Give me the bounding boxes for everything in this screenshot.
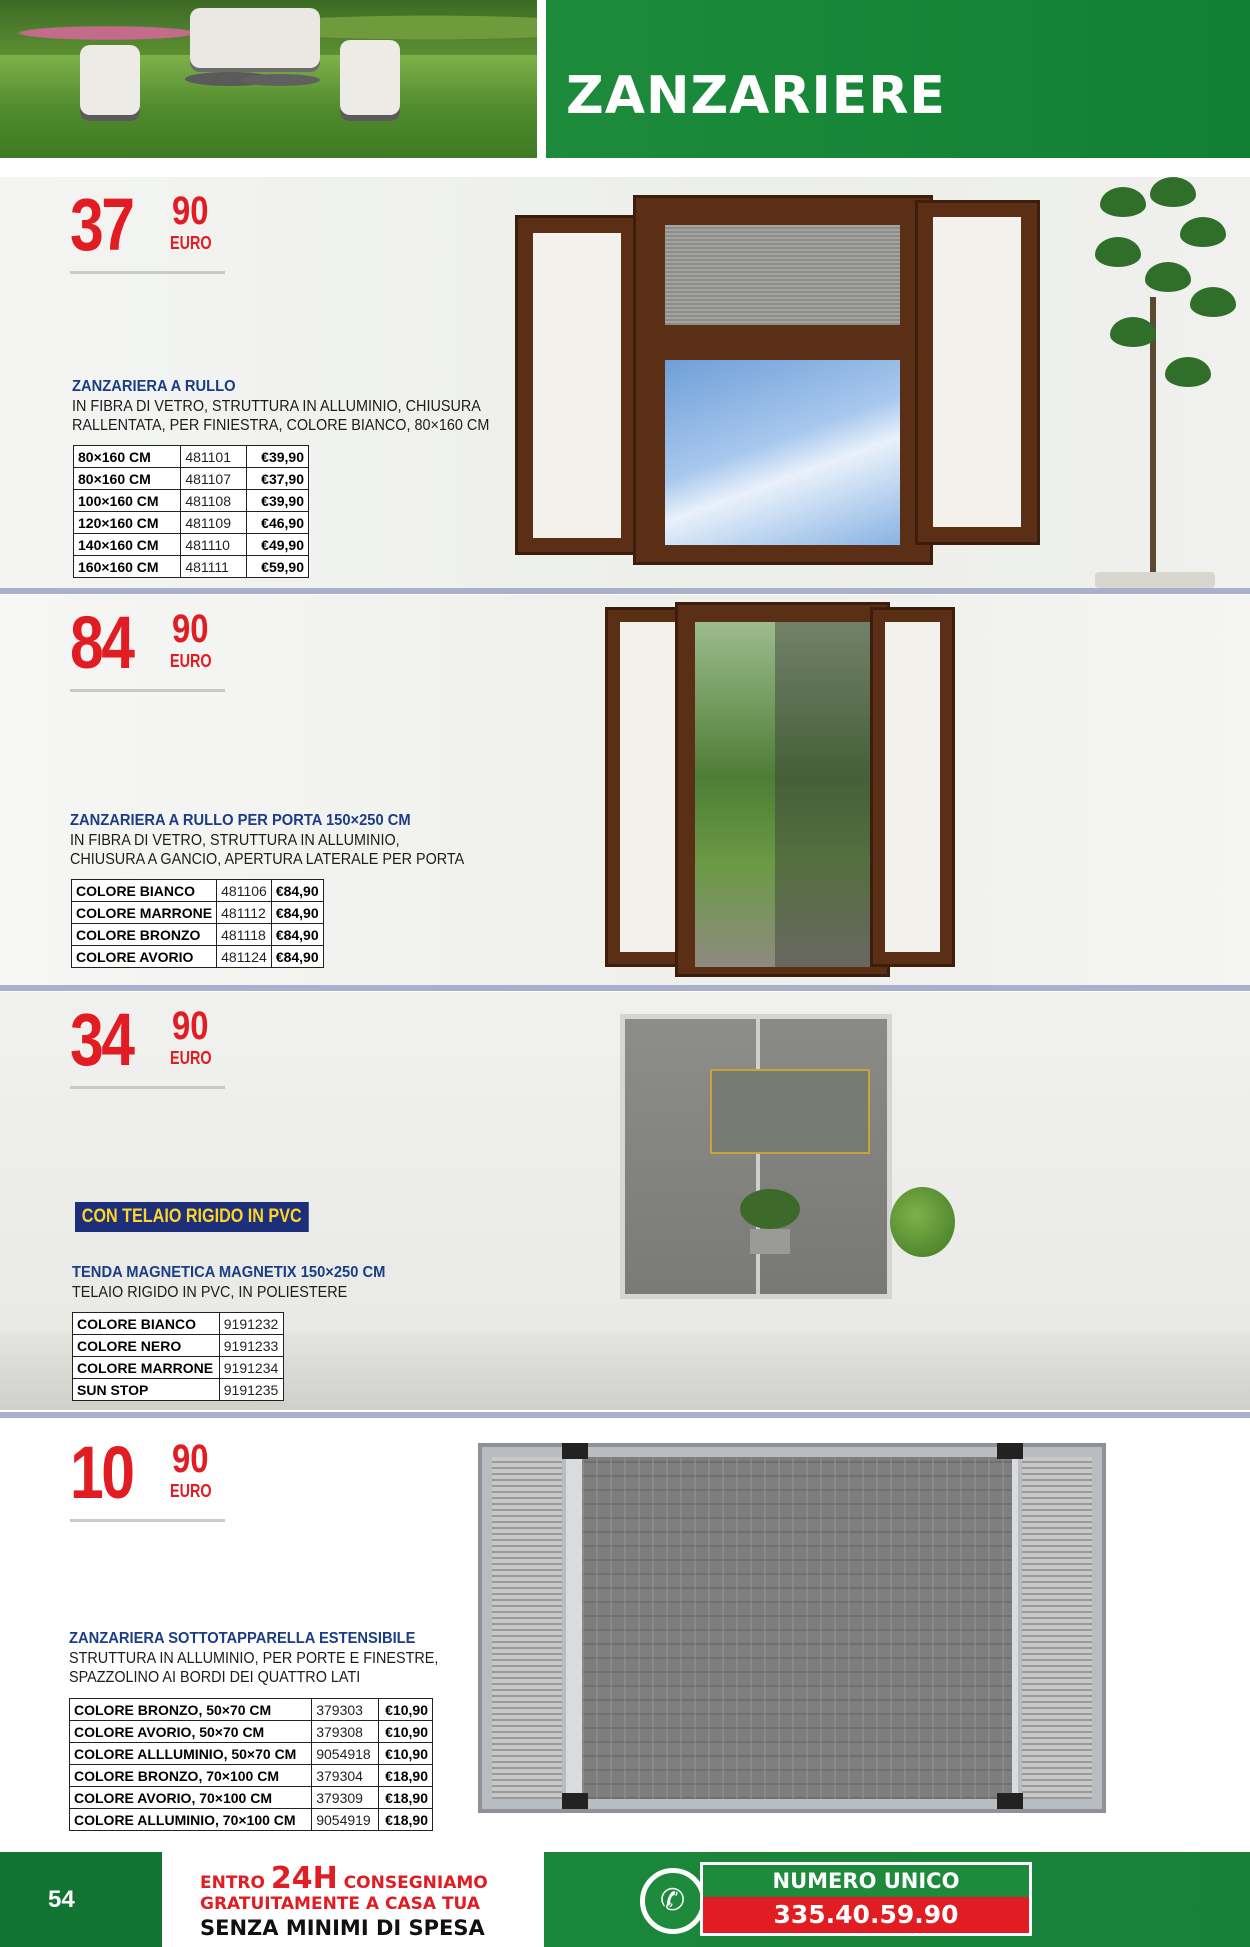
magnetic-curtain-image (620, 1014, 892, 1299)
page-footer (0, 1852, 1250, 1947)
product-title: TENDA MAGNETICA MAGNETIX 150×250 CM (72, 1264, 386, 1281)
section-divider (0, 588, 1250, 594)
table-row: COLORE AVORIO, 50×70 CM 379308 €10,90 (70, 1721, 433, 1743)
product-description-line: SPAZZOLINO AI BORDI DEI QUATTRO LATI (69, 1669, 361, 1686)
table-row: 160×160 CM 481111 €59,90 (74, 556, 309, 578)
table-row: COLORE BRONZO 481118 €84,90 (72, 924, 324, 946)
price-decimal: 90 (172, 189, 209, 233)
door-product-image (605, 607, 965, 977)
price-currency: EURO (170, 651, 212, 671)
product-description-line: RALLENTATA, PER FINIESTRA, COLORE BIANCO, 80×160 CM (72, 417, 490, 434)
table-row: COLORE MARRONE 481112 €84,90 (72, 902, 324, 924)
promo-line-3: SENZA MINIMI DI SPESA (200, 1916, 485, 1940)
variant-table (69, 1698, 433, 1831)
product-roller-window (0, 177, 1250, 588)
table-row: COLORE BRONZO, 70×100 CM 379304 €18,90 (70, 1765, 433, 1787)
price-currency: EURO (170, 1481, 212, 1501)
price-decimal: 90 (172, 607, 209, 651)
section-divider (0, 985, 1250, 991)
table-row: COLORE AVORIO, 70×100 CM 379309 €18,90 (70, 1787, 433, 1809)
numero-unico-label: NUMERO UNICO (703, 1865, 1029, 1897)
category-title: ZANZARIERE (566, 66, 946, 126)
garden-furniture-photo (0, 0, 537, 158)
delivery-promo (162, 1852, 544, 1947)
product-title: ZANZARIERA A RULLO PER PORTA 150×250 CM (70, 812, 411, 829)
table-row: COLORE AVORIO 481124 €84,90 (72, 946, 324, 968)
price-decimal: 90 (172, 1004, 209, 1048)
table-row: COLORE BRONZO, 50×70 CM 379303 €10,90 (70, 1699, 433, 1721)
variant-table (72, 1312, 284, 1401)
table-row: COLORE ALLUMINIO, 70×100 CM 9054919 €18,90 (70, 1809, 433, 1831)
page-header (0, 0, 1250, 158)
variant-table (73, 445, 309, 578)
price-currency: EURO (170, 233, 212, 253)
price-integer: 34 (70, 998, 133, 1081)
product-description-line: TELAIO RIGIDO IN PVC, IN POLIESTERE (72, 1284, 348, 1301)
variant-table (71, 879, 324, 968)
table-row: COLORE BIANCO 9191232 (73, 1313, 284, 1335)
product-description-line: IN FIBRA DI VETRO, STRUTTURA IN ALLUMINIO, (70, 832, 400, 849)
price-integer: 84 (70, 601, 133, 684)
page-number: 54 (48, 1886, 75, 1913)
category-title-band (546, 0, 1250, 158)
whatsapp-icon[interactable]: ✆ (640, 1868, 706, 1934)
product-extendable-screen (0, 1418, 1250, 1838)
product-roller-door (0, 595, 1250, 985)
promo-line-1: ENTRO 24H CONSEGNIAMO (200, 1861, 488, 1896)
table-row: 120×160 CM 481109 €46,90 (74, 512, 309, 534)
price-integer: 10 (70, 1431, 133, 1514)
price-integer: 37 (70, 183, 133, 266)
phone-contact-box[interactable] (700, 1862, 1032, 1936)
feature-badge: CON TELAIO RIGIDO IN PVC (75, 1202, 308, 1232)
price-decimal: 90 (172, 1437, 209, 1481)
page-number-box (0, 1852, 162, 1947)
table-row: SUN STOP 9191235 (73, 1379, 284, 1401)
product-title: ZANZARIERA SOTTOTAPPARELLA ESTENSIBILE (69, 1630, 416, 1647)
table-row: COLORE NERO 9191233 (73, 1335, 284, 1357)
window-product-image (515, 185, 1045, 565)
table-row: COLORE ALLLUMINIO, 50×70 CM 9054918 €10,90 (70, 1743, 433, 1765)
table-row: COLORE MARRONE 9191234 (73, 1357, 284, 1379)
table-row: 80×160 CM 481107 €37,90 (74, 468, 309, 490)
table-row: COLORE BIANCO 481106 €84,90 (72, 880, 324, 902)
table-row: 100×160 CM 481108 €39,90 (74, 490, 309, 512)
product-magnetic-curtain (0, 992, 1250, 1410)
product-description-line: IN FIBRA DI VETRO, STRUTTURA IN ALLUMINIO, CHIUSURA (72, 398, 481, 415)
phone-number[interactable]: 335.40.59.90 (703, 1897, 1029, 1933)
product-description-line: CHIUSURA A GANCIO, APERTURA LATERALE PER PORTA (70, 851, 465, 868)
table-row: 80×160 CM 481101 €39,90 (74, 446, 309, 468)
table-row: 140×160 CM 481110 €49,90 (74, 534, 309, 556)
promo-line-2: GRATUITAMENTE A CASA TUA (200, 1894, 480, 1914)
product-description-line: STRUTTURA IN ALLUMINIO, PER PORTE E FINESTRE, (69, 1650, 439, 1667)
price-currency: EURO (170, 1048, 212, 1068)
extendable-screen-image (478, 1443, 1106, 1813)
product-title: ZANZARIERA A RULLO (72, 378, 236, 395)
